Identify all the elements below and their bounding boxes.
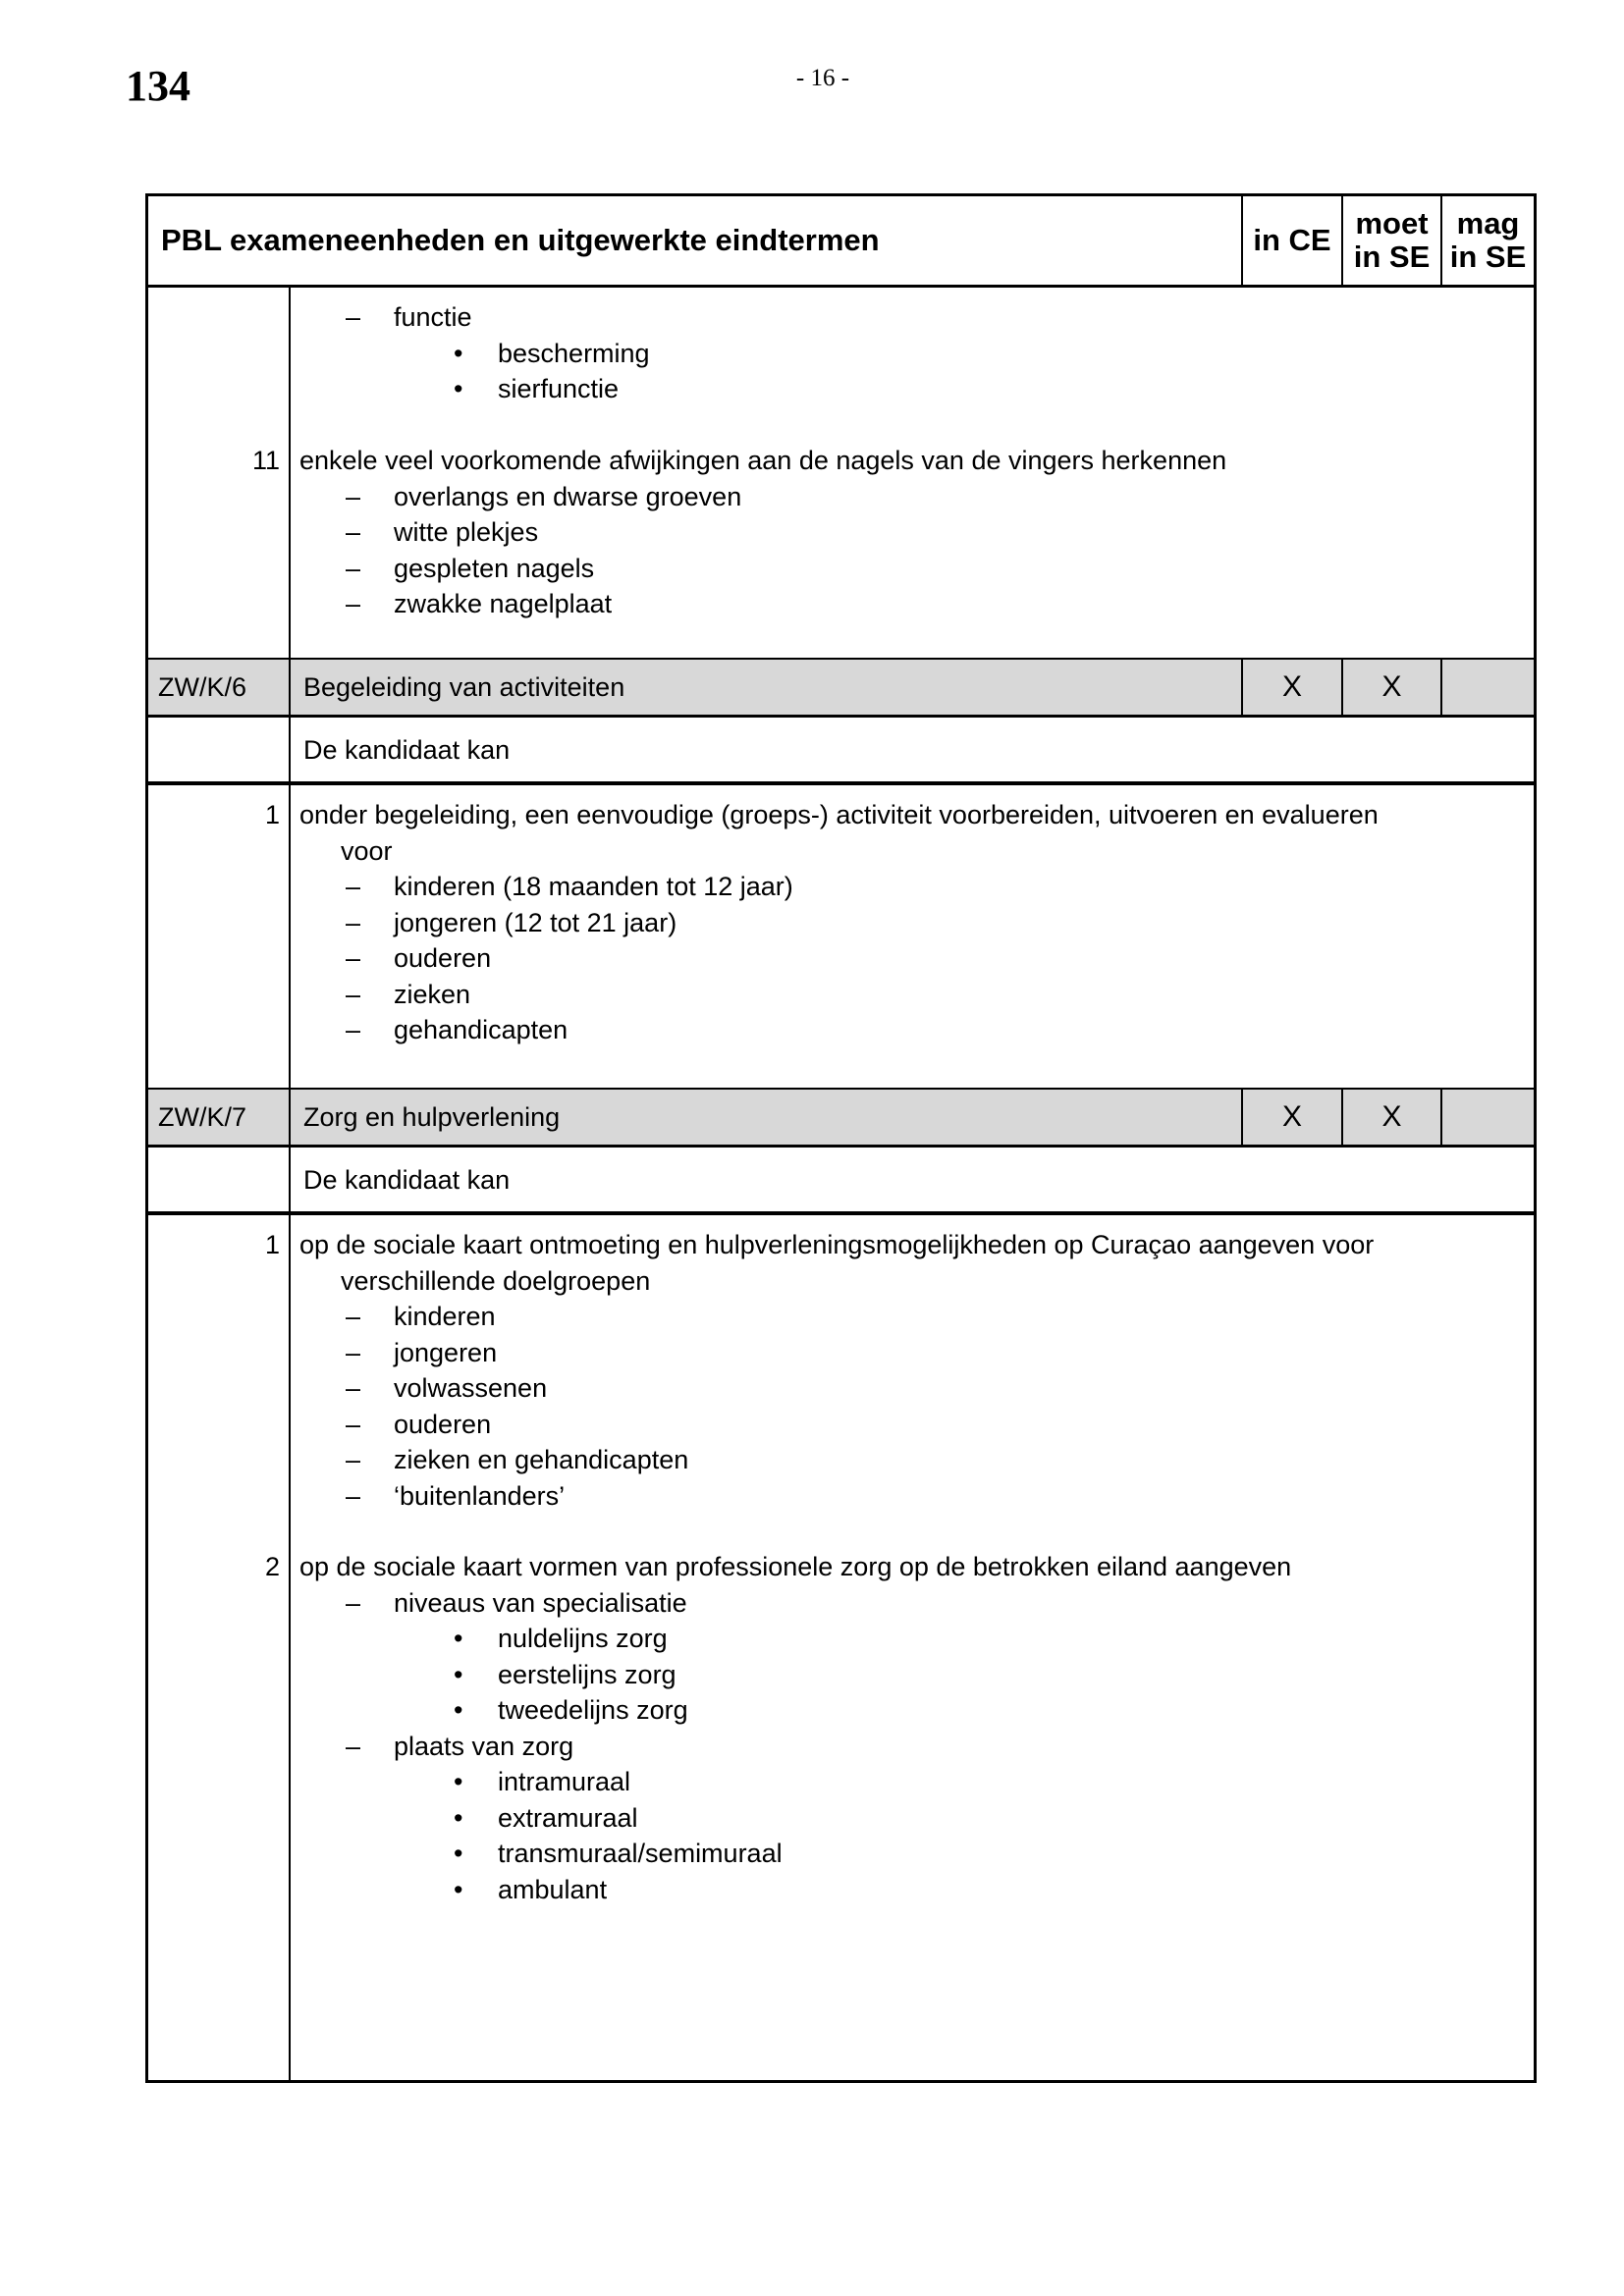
subheader-text: [303, 1162, 1534, 1199]
list-item: [291, 869, 1534, 905]
dash-marker: –: [346, 979, 361, 1009]
bullet-marker: •: [454, 1802, 463, 1833]
list-item: [291, 1370, 1534, 1407]
x-mark: X: [1381, 670, 1402, 703]
section-code-text: ZW/K/7: [158, 1101, 247, 1132]
section-code: [148, 1090, 291, 1145]
section-title: [291, 660, 1241, 715]
page-number: 134: [126, 62, 190, 110]
dash-marker: –: [346, 302, 361, 332]
list-item-text: plaats van zorg: [394, 1731, 574, 1761]
list-item-text: transmuraal/semimuraal: [498, 1839, 783, 1868]
col-header-mag-line2: in SE: [1449, 240, 1527, 274]
subheader-row: [148, 1148, 1534, 1215]
header-title: PBL exameneenheden en uitgewerkte eindtermen: [161, 223, 880, 257]
list-item: [291, 1800, 1534, 1837]
dash-marker: –: [346, 1731, 361, 1761]
x-mark: X: [1281, 1100, 1302, 1133]
filler-row: [148, 1907, 1534, 2080]
content-row-zwk6-1: [148, 785, 1534, 1088]
col-header-moet-line2: in SE: [1353, 240, 1431, 274]
section-row-zwk6: [148, 658, 1534, 718]
dash-marker: –: [346, 1445, 361, 1474]
list-item: [291, 1657, 1534, 1693]
list-item-text: zieken en gehandicapten: [394, 1445, 689, 1474]
list-item-text: jongeren (12 tot 21 jaar): [394, 907, 677, 937]
eindterm-text: op de sociale kaart vormen van professionele zorg op de betrokken eiland aangeven: [299, 1552, 1292, 1581]
list-item-text: volwassenen: [394, 1373, 548, 1403]
x-mark: X: [1281, 670, 1302, 703]
row-number: 11: [148, 443, 291, 658]
eindterm-text-continued: voor: [341, 835, 393, 866]
content-row-zwk7-1: [148, 1215, 1534, 1549]
list-item: [291, 371, 1534, 407]
list-item-text: gespleten nagels: [394, 553, 595, 583]
dash-marker: –: [346, 1480, 361, 1511]
list-item-text: zieken: [394, 979, 471, 1009]
subheader-cell: [291, 1148, 1534, 1211]
list-item: [291, 940, 1534, 977]
mark-moet-in-se: [1341, 660, 1440, 715]
list-item: [291, 1692, 1534, 1729]
mark-in-ce: [1241, 1090, 1341, 1145]
row-text-wrap: [291, 1263, 1534, 1300]
list-item: [291, 514, 1534, 551]
row-number-cell: [148, 288, 291, 443]
list-item: [291, 551, 1534, 587]
dash-marker: –: [346, 1302, 361, 1331]
row-number-cell: [148, 1148, 291, 1211]
col-header-moet-in-se: [1341, 196, 1440, 285]
list-item: [291, 905, 1534, 941]
subheader-label: De kandidaat kan: [303, 1165, 511, 1195]
col-header-mag-line1: mag: [1456, 206, 1520, 240]
section-row-zwk7: [148, 1088, 1534, 1148]
mark-moet-in-se: [1341, 1090, 1440, 1145]
dash-marker: –: [346, 517, 361, 547]
list-item: [291, 1872, 1534, 1908]
row-text: [291, 797, 1534, 833]
row-number-cell: [148, 718, 291, 781]
eindterm-text: onder begeleiding, een eenvoudige (groeps-) activiteit voorbereiden, uitvoeren en evalueren: [299, 800, 1379, 829]
bullet-marker: •: [454, 1659, 463, 1689]
list-item: [291, 1299, 1534, 1335]
dash-marker: –: [346, 1373, 361, 1403]
dash-marker: –: [346, 1409, 361, 1439]
mark-in-ce: [1241, 660, 1341, 715]
col-header-mag-in-se: [1440, 196, 1534, 285]
list-item-text: jongeren: [394, 1337, 498, 1367]
subheader-row: [148, 718, 1534, 785]
dash-marker: –: [346, 943, 361, 973]
list-item-text: ouderen: [394, 943, 492, 973]
list-item-text: overlangs en dwarse groeven: [394, 481, 742, 511]
list-item: [291, 1407, 1534, 1443]
dash-marker: –: [346, 1337, 361, 1367]
list-item-text: ambulant: [498, 1874, 608, 1904]
list-item: [291, 479, 1534, 515]
list-item-text: zwakke nagelplaat: [394, 589, 613, 618]
col-header-moet-line1: moet: [1355, 206, 1429, 240]
list-item: [291, 1478, 1534, 1515]
list-item-text: gehandicapten: [394, 1015, 568, 1044]
list-item: [291, 1012, 1534, 1048]
list-item-text: bescherming: [498, 338, 650, 368]
dash-marker: –: [346, 1015, 361, 1044]
list-item-text: intramuraal: [498, 1767, 631, 1796]
dash-marker: –: [346, 553, 361, 583]
row-number-cell: [148, 1907, 291, 2080]
subheader-text: [303, 732, 1534, 769]
list-item: [291, 1621, 1534, 1657]
list-item-text: nuldelijns zorg: [498, 1624, 668, 1653]
row-content-cell: [291, 1549, 1534, 1907]
dash-marker: –: [346, 1587, 361, 1618]
row-content-cell: [291, 1907, 1534, 2080]
content-row-zwk7-2: [148, 1549, 1534, 1907]
section-code: [148, 660, 291, 715]
mark-mag-in-se: [1440, 1090, 1534, 1145]
bullet-marker: •: [454, 338, 463, 368]
bullet-marker: •: [454, 1874, 463, 1904]
list-item: [291, 977, 1534, 1013]
subheader-cell: [291, 718, 1534, 781]
section-title: [291, 1090, 1241, 1145]
list-item-text: ouderen: [394, 1409, 492, 1439]
eindterm-text-continued: verschillende doelgroepen: [341, 1265, 651, 1296]
list-item: [291, 1585, 1534, 1622]
list-item-text: sierfunctie: [498, 374, 620, 403]
list-item: [291, 586, 1534, 622]
row-text: [291, 1549, 1534, 1585]
row-content-cell: [291, 443, 1534, 658]
dash-marker: –: [346, 907, 361, 937]
row-number: 2: [148, 1549, 291, 1907]
folio-marker: - 16 -: [795, 65, 850, 91]
mark-mag-in-se: [1440, 660, 1534, 715]
bullet-marker: •: [454, 1624, 463, 1653]
section-title-text: Zorg en hulpverlening: [303, 1101, 561, 1132]
row-number: 1: [148, 1215, 291, 1549]
list-item: [291, 1442, 1534, 1478]
row-text: [291, 443, 1534, 479]
eindterm-text: op de sociale kaart ontmoeting en hulpverleningsmogelijkheden op Curaçao aangeven voor: [299, 1230, 1375, 1259]
list-item-text: niveaus van specialisatie: [394, 1587, 687, 1618]
list-item: [291, 1335, 1534, 1371]
list-item-text: functie: [394, 302, 472, 332]
list-item-text: ‘buitenlanders’: [394, 1480, 566, 1511]
list-item: [291, 1729, 1534, 1765]
list-item: [291, 336, 1534, 372]
eindterm-text: enkele veel voorkomende afwijkingen aan de nagels van de vingers herkennen: [299, 446, 1227, 475]
bullet-marker: •: [454, 1767, 463, 1796]
dash-marker: –: [346, 481, 361, 511]
list-item-text: eerstelijns zorg: [498, 1659, 677, 1689]
row-content-cell: [291, 1215, 1534, 1549]
header-title-cell: [148, 196, 1241, 285]
exam-table: [145, 193, 1537, 2083]
list-item-text: extramuraal: [498, 1802, 638, 1833]
table-header-row: [148, 196, 1534, 288]
bullet-marker: •: [454, 1839, 463, 1868]
list-item-text: kinderen (18 maanden tot 12 jaar): [394, 872, 793, 901]
col-header-in-ce: [1241, 196, 1341, 285]
row-text-wrap: [291, 833, 1534, 870]
list-item-text: kinderen: [394, 1302, 496, 1331]
x-mark: X: [1381, 1100, 1402, 1133]
content-row-functie: [148, 288, 1534, 443]
bullet-marker: •: [454, 1695, 463, 1725]
list-item: [291, 1764, 1534, 1800]
content-row-11: [148, 443, 1534, 658]
row-number: 1: [148, 785, 291, 1088]
col-header-in-ce-label: in CE: [1253, 223, 1331, 257]
dash-marker: –: [346, 589, 361, 618]
section-title-text: Begeleiding van activiteiten: [303, 671, 625, 702]
row-content-cell: [291, 785, 1534, 1088]
subheader-label: De kandidaat kan: [303, 735, 511, 765]
list-item: [291, 1836, 1534, 1872]
list-item: [291, 299, 1534, 336]
section-code-text: ZW/K/6: [158, 671, 247, 702]
list-item-text: tweedelijns zorg: [498, 1695, 688, 1725]
row-text: [291, 1227, 1534, 1263]
list-item-text: witte plekjes: [394, 517, 539, 547]
row-content-cell: [291, 288, 1534, 443]
dash-marker: –: [346, 872, 361, 901]
bullet-marker: •: [454, 374, 463, 403]
